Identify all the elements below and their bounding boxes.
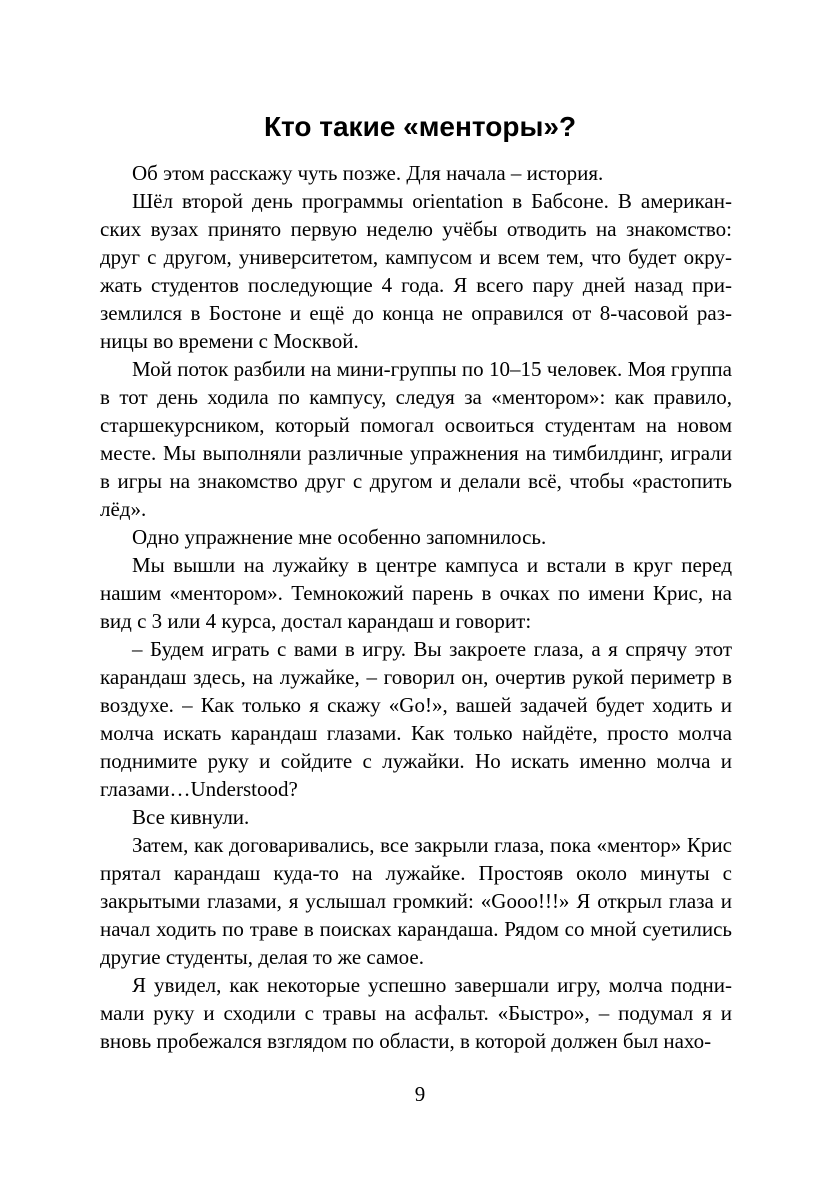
book-paragraph: Затем, как договаривались, все закрыли глаза, пока «ментор» Крис прятал карандаш куда-то на лужайке. Простояв около минуты с закрытыми глазами, я услышал громкий: «Gooo!!!» Я открыл глаза и начал ходить по траве в поисках карандаша. Рядом со мной суетились другие студенты, делая то же самое. [100,833,732,969]
book-paragraph: Одно упражнение мне особенно запомнилось. [132,525,547,549]
page-number: 9 [414,1082,426,1106]
book-paragraph: Об этом расскажу чуть позже. Для начала – история. [132,161,604,185]
book-paragraph: Шёл второй день программы orientation в Бабсоне. В американских вузах принято первую неделю учёбы отводить на знакомство: друг с другом, университетом, кампусом и всем тем, что будет окружать студентов последующие 4 года. Я всего пару дней назад приземлился в Бостоне и ещё до конца не оправился от 8-часовой разницы во времени с Москвой. [100,189,732,353]
book-paragraph: Я увидел, как некоторые успешно завершали игру, молча поднимали руку и сходили с травы на асфальт. «Быстро», – подумал я и вновь пробежался взглядом по области, в которой должен был нахо- [100,973,732,1053]
book-paragraph: Все кивнули. [132,805,250,829]
book-paragraph: Мы вышли на лужайку в центре кампуса и встали в круг перед нашим «ментором». Темнокожий парень в очках по имени Крис, на вид с 3 или 4 курса, достал карандаш и говорит: [100,553,732,633]
chapter-title: Кто такие «менторы»? [263,111,577,142]
book-paragraph: Мой поток разбили на мини-группы по 10–15 человек. Моя группа в тот день ходила по кампусу, следуя за «ментором»: как правило, старшекурсником, который помогал освоиться студентам на новом месте. Мы выполняли различные упражнения на тимбилдинг, играли в игры на знакомство друг с другом и делали всё, чтобы «растопить лёд». [100,357,732,521]
text-body [100,159,732,1055]
book-paragraph: – Будем играть с вами в игру. Вы закроете глаза, а я спрячу этот карандаш здесь, на лужайке, – говорил он, очертив рукой периметр в воздухе. – Как только я скажу «Go!», вашей задачей будет ходить и молча искать карандаш глазами. Как только найдёте, просто молча поднимите руку и сойдите с лужайки. Но искать именно молча и глазами…Understood? [100,637,732,801]
